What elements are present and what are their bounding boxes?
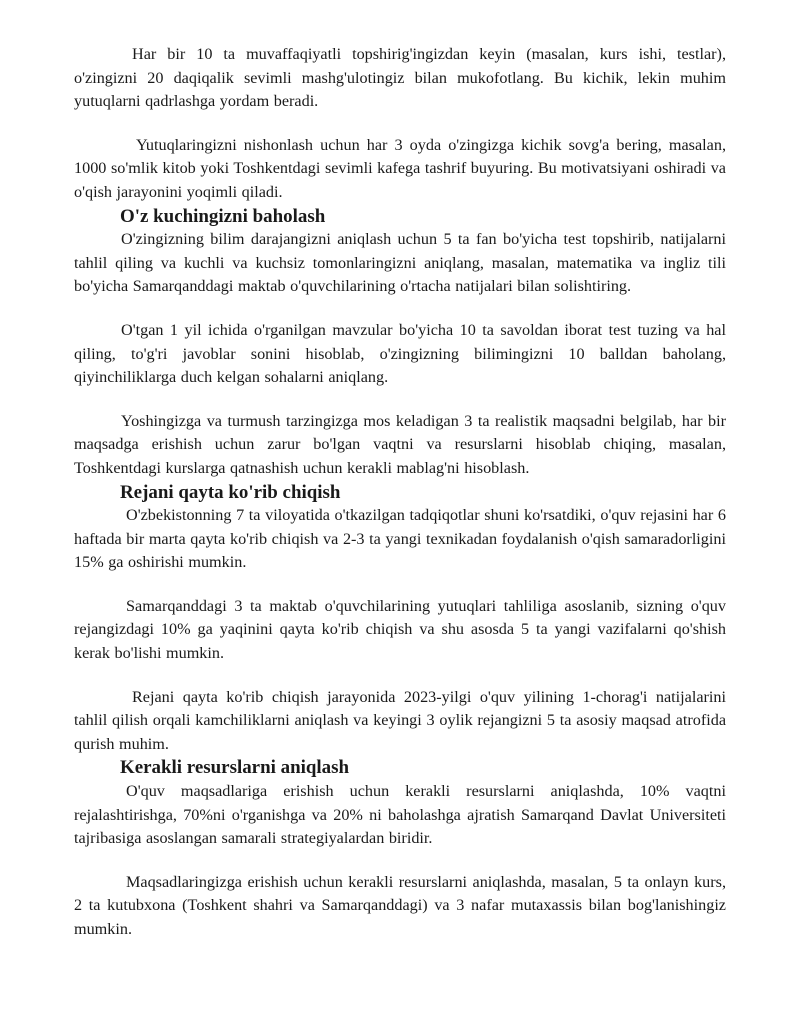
intro-paragraph-reward: Har bir 10 ta muvaffaqiyatli topshirig'ingizdan keyin (masalan, kurs ishi, testlar), o'zingizni 20 daqiqalik sevimli mashg'ulotingiz bilan mukofotlang. Bu kichik, lekin muhim yutuqlarni qadrlashga yordam beradi. xyxy=(74,45,726,111)
document-page xyxy=(74,43,726,942)
section-heading-assess-strength: O'z kuchingizni baholash xyxy=(120,205,326,227)
section-paragraph: Rejani qayta ko'rib chiqish jarayonida 2023-yilgi o'quv yilining 1-chorag'i natijalarini tahlil qilish orqali kamchiliklarni aniqlash va keyingi 3 oylik rejangizni 5 ta asosiy maqsad atrofida qurish muhim. xyxy=(74,687,726,753)
section-paragraph: O'tgan 1 yil ichida o'rganilgan mavzular bo'yicha 10 ta savoldan iborat test tuzing va hal qiling, to'g'ri javoblar sonini hisoblab, o'zingizning bilimingizni 10 balldan baholang, qiyinchiliklarga duch kelgan sohalarni aniqlang. xyxy=(74,320,726,387)
section-paragraph: Maqsadlaringizga erishish uchun kerakli resurslarni aniqlashda, masalan, 5 ta onlayn kurs, 2 ta kutubxona (Toshkent shahri va Samarqanddagi) va 3 nafar mutaxassis bilan bog'lanishingiz mumkin. xyxy=(74,872,726,938)
section-paragraph: Samarqanddagi 3 ta maktab o'quvchilarining yutuqlari tahliliga asoslanib, sizning o'quv rejangizdagi 10% ga yaqinini qayta ko'rib chiqish va shu asosda 5 ta yangi vazifalarni qo'shish kerak bo'lishi mumkin. xyxy=(74,596,726,663)
intro-paragraph-celebrate: Yutuqlaringizni nishonlash uchun har 3 oyda o'zingizga kichik sovg'a bering, masalan, 1000 so'mlik kitob yoki Toshkentdagi sevimli kafega tashrif buyuring. Bu motivatsiyani oshiradi va o'qish jarayonini yoqimli qiladi. xyxy=(74,135,726,201)
section-heading-review-plan: Rejani qayta ko'rib chiqish xyxy=(120,481,341,503)
section-paragraph: O'quv maqsadlariga erishish uchun kerakli resurslarni aniqlashda, 10% vaqtni rejalashtirishga, 70%ni o'rganishga va 20% ni baholashga ajratish Samarqand Davlat Universiteti tajribasiga asoslangan samarali strategiyalardan biridir. xyxy=(74,782,726,848)
section-paragraph: O'zbekistonning 7 ta viloyatida o'tkazilgan tadqiqotlar shuni ko'rsatdiki, o'quv rejasini har 6 haftada bir marta qayta ko'rib chiqish va 2-3 ta yangi texnikadan foydalanish o'qish samaradorligini 15% ga oshirishi mumkin. xyxy=(74,506,726,572)
section-paragraph: O'zingizning bilim darajangizni aniqlash uchun 5 ta fan bo'yicha test topshirib, natijalarni tahlil qiling va kuchli va kuchsiz tomonlaringizni aniqlang, masalan, matematika va ingliz tili bo'yicha Samarqanddagi maktab o'quvchilarining o'rtacha natijalari bilan solishtiring. xyxy=(74,230,726,296)
section-heading-identify-resources: Kerakli resurslarni aniqlash xyxy=(120,757,350,779)
section-paragraph: Yoshingizga va turmush tarzingizga mos keladigan 3 ta realistik maqsadni belgilab, har bir maqsadga erishish uchun zarur bo'lgan vaqtni va resurslarni hisoblab chiqing, masalan, Toshkentdagi kurslarga qatnashish uchun kerakli mablag'ni hisoblash. xyxy=(74,411,726,477)
